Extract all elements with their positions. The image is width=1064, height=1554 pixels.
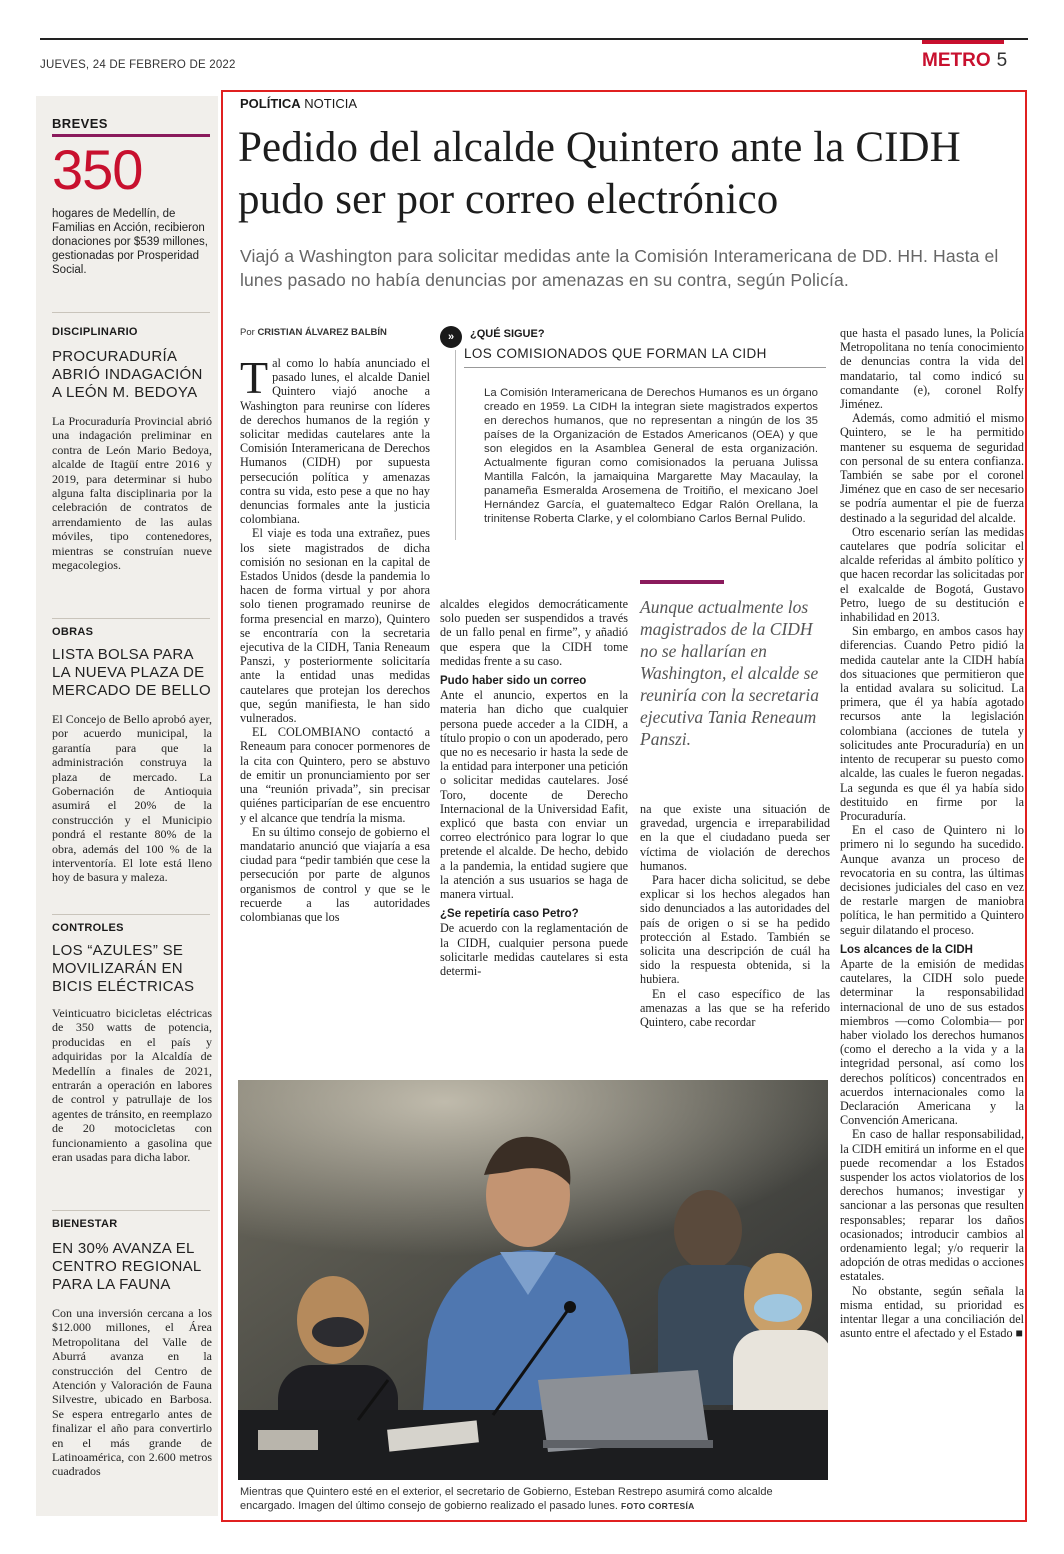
paragraph: alcaldes elegidos democráticamente solo pueden ser suspendidos a través de un fallo penal en firme”, y añadió que espera que la CIDH tome medidas frente a su caso. bbox=[440, 597, 628, 668]
photo-illustration bbox=[238, 1080, 828, 1480]
paragraph: Para hacer dicha solicitud, se debe explicar si los hechos alegados han sido denunciados a las autoridades del país de origen o si se ha pedido protección al Estado. También se solicita una descripción de cuál ha sido la respuesta obtenida, si la hubiera. bbox=[640, 873, 830, 987]
brief-kicker: CONTROLES bbox=[52, 922, 124, 934]
breves-rule bbox=[52, 134, 210, 137]
paragraph: que hasta el pasado lunes, la Policía Metropolitana no tenía conocimiento de denuncias contra la vida del mandatario, tal como indicó su comandante (e), coronel Rolfy Jiménez. bbox=[840, 326, 1024, 412]
paragraph: Sin embargo, en ambos casos hay diferencias. Cuando Petro pidió la medida cautelar ante la CIDH había dos situaciones que permitieron que la entidad avalara su solicitud. La primera, que él ya había agotado recursos ante la legislación colombiana (acciones de tutela y solicitudes ante Procuraduría) en un intento de recuperar su puesto como alcalde, las cuales le fueron negadas. La segunda es que él ya había sido destituido en firme por la Procuraduría. bbox=[840, 624, 1024, 823]
byline bbox=[240, 327, 387, 338]
section-name: METRO bbox=[922, 50, 991, 71]
brief-body: La Procuraduría Provincial abrió una indagación preliminar en contra de León Mario Bedoya, alcalde de Itagüí entre 2016 y 2019, para determinar si hubo alguna falta disciplinaria por la celebración de contratos de arrendamiento de las aulas móviles, tipo contenedores, mientras se construían nueve megacolegios. bbox=[52, 414, 212, 573]
paragraph: En caso de hallar responsabilidad, la CIDH emitirá un informe en el que puede recomendar a los Estados suspender los actos violatorios de los derechos humanos; investigar y sancionar a las personas que resulten responsables; reparar los daños ocasionados; introducir cambios al ordenamiento legal; y/o requerir la adopción de otras medidas o acciones estatales. bbox=[840, 1127, 1024, 1284]
paragraph: Además, como admitió el mismo Quintero, se le ha permitido mantener su esquema de seguridad con personal de su entera confianza. También se sabe por el coronel Jiménez que en caso de ser necesario se podría aumentar el pie de fuerza destinado a la seguridad del alcalde. bbox=[840, 411, 1024, 525]
sidebar-divider bbox=[52, 312, 210, 313]
que-sigue-title: LOS COMISIONADOS QUE FORMAN LA CIDH bbox=[464, 346, 767, 361]
drop-cap: T bbox=[240, 352, 269, 403]
article-column-2 bbox=[440, 597, 628, 1057]
kicker-type: NOTICIA bbox=[304, 96, 358, 111]
highlight-caption: hogares de Medellín, de Familias en Acción, recibieron donaciones por $539 millones, gestionadas por Prosperidad Social. bbox=[52, 208, 208, 276]
paragraph: En el caso de Quintero ni lo primero ni lo segundo ha sucedido. Aunque avanza un proceso de revocatoria en su contra, las últimas decisiones judiciales del caso en vez de restarle margen de maniobra política, le han permitido a Quintero seguir dilatando el proceso. bbox=[840, 823, 1024, 937]
paragraph: Tal como lo había anunciado el pasado lunes, el alcalde Daniel Quintero viajó anoche a Washington para reunirse con líderes de derechos humanos de la región y solicitar medidas cautelares ante la Comisión Interamericana de Derechos Humanos (CIDH) por supuesta persecución política y amenazas contra su vida, esto pese a que no hay denuncias formales ante la justicia colombiana. bbox=[240, 352, 430, 527]
brief-headline: LOS “AZULES” SE MOVILIZARÁN EN BICIS ELÉCTRICAS bbox=[52, 942, 195, 995]
page-number: 5 bbox=[996, 50, 1008, 71]
caption-text: Mientras que Quintero esté en el exterior, el secretario de Gobierno, Esteban Restrepo asumirá como alcalde encargado. Imagen del último consejo de gobierno realizado el pasado lunes. bbox=[240, 1486, 773, 1512]
paragraph: Ante el anuncio, expertos en la materia han dicho que cualquier persona puede acceder a la CIDH, a título propio o con un apoderado, pero que no es necesario ir hasta la sede de la entidad para interponer una petición o solicitar medidas cautelares. José Toro, docente de Derecho Internacional de la Universidad Eafit, explicó que basta con enviar un correo electrónico para lograr lo que pretende el alcalde. De hecho, debido a la pandemia, la entidad sugiere que la atención a sus usuarios se haga de manera virtual. bbox=[440, 688, 628, 902]
brief-kicker: BIENESTAR bbox=[52, 1218, 118, 1230]
article-kicker bbox=[240, 96, 357, 111]
byline-author: CRISTIAN ÁLVAREZ BALBÍN bbox=[257, 327, 387, 338]
issue-date: JUEVES, 24 DE FEBRERO DE 2022 bbox=[40, 59, 236, 71]
brief-kicker: DISCIPLINARIO bbox=[52, 326, 138, 338]
photo-caption bbox=[240, 1485, 830, 1513]
sidebar-divider bbox=[52, 1210, 210, 1211]
photo-credit: FOTO CORTESÍA bbox=[620, 1501, 695, 1511]
section-label bbox=[922, 50, 1007, 72]
article-column-3 bbox=[640, 802, 830, 1062]
que-sigue-body: La Comisión Interamericana de Derechos Humanos es un órgano creado en 1959. La CIDH la integran siete magistrados expertos en derechos humanos, que no representan a ningún de los 35 países de la Organización de Estados Americanos (OEA) y que son elegidos en la Asamblea General de esta organización. Actualmente figuran como comisionados la peruana Julissa Mantilla Falcón, la jamaiquina Margarette May Macaulay, la panameña Esmeralda Arosemena de Troitiño, el mexicano Joel Hernández García, el guatemalteco Edgar Ralón Orellana, la trinitense Roberta Clarke, y el colombiano Carlos Bernal Pulido. bbox=[484, 387, 818, 525]
sidebar-divider bbox=[52, 914, 210, 915]
brief-headline: LISTA BOLSA PARA LA NUEVA PLAZA DE MERCADO DE BELLO bbox=[52, 646, 212, 699]
subheading: Los alcances de la CIDH bbox=[840, 943, 973, 956]
pull-quote: Aunque actualmente los magistrados de la CIDH no se hallarían en Washington, el alcalde se reuniría con la secretaria ejecutiva Tania Reneaum Panszi. bbox=[640, 597, 820, 749]
brief-kicker: OBRAS bbox=[52, 626, 94, 638]
top-rule bbox=[40, 38, 1028, 40]
sidebar-divider bbox=[52, 618, 210, 619]
article-column-4 bbox=[840, 326, 1024, 1518]
article-headline: Pedido del alcalde Quintero ante la CIDH pudo ser por correo electrónico bbox=[238, 124, 961, 223]
que-sigue-vertical-rule bbox=[455, 350, 456, 540]
brief-body: Veinticuatro bicicletas eléctricas de 350 watts de potencia, producidas en el país y adquiridas por la Alcaldía de Medellín a finales de 2021, entrarán a operación en labores de control y patrullaje de los agentes de tránsito, en reemplazo de 20 motocicletas con funcionamiento a gasolina que eran usadas para dicha labor. bbox=[52, 1006, 212, 1165]
brief-headline: PROCURADURÍA ABRIÓ INDAGACIÓN A LEÓN M. BEDOYA bbox=[52, 348, 203, 401]
subheading: Pudo haber sido un correo bbox=[440, 675, 587, 688]
paragraph: El viaje es toda una extrañez, pues los siete magistrados de dicha comisión no sesionan en la capital de Estados Unidos (desde la pandemia lo hacen de forma virtual y por ahora solo tienen programado reunirse de forma presencial en marzo), Quintero se encontraría con la secretaria ejecutiva de la CIDH, Tania Reneaum Panszi, y posteriormente solicitaría ante la entidad unas medidas cautelares que protejan los derechos que, según manifiesta, le han sido vulnerados. bbox=[240, 526, 430, 726]
que-sigue-label: ¿QUÉ SIGUE? bbox=[470, 328, 545, 340]
paragraph: Aparte de la emisión de medidas cautelares, la CIDH solo puede determinar la responsabilidad internacional de uno de sus estados miembros —como Colombia— por haber violado los derechos humanos (como el derecho a la vida y a la integridad personal, así como los derechos políticos) concentrados en acuerdos internacionales como la Declaración Americana y la Convención Americana. bbox=[840, 956, 1024, 1128]
brief-body: El Concejo de Bello aprobó ayer, por acuerdo municipal, la garantía para que la administración construya la plaza de mercado. La Gobernación de Antioquia asumirá el 20% de la construcción y el Municipio pondrá el restante 80% de la obra, además del 100 % de la interventoría. El lote está lleno hoy de basura y maleza. bbox=[52, 712, 212, 885]
paragraph: No obstante, según señala la misma entidad, su prioridad es intentar llegar a una conciliación del asunto entre el afectado y el Estado ■ bbox=[840, 1283, 1024, 1341]
news-photo bbox=[238, 1080, 828, 1480]
kicker-section: POLÍTICA bbox=[240, 96, 301, 111]
paragraph: De acuerdo con la reglamentación de la CIDH, cualquier persona puede solicitarle medidas cautelares si esta determi- bbox=[440, 921, 628, 979]
byline-prefix: Por bbox=[240, 327, 255, 338]
brief-headline: EN 30% AVANZA EL CENTRO REGIONAL PARA LA FAUNA bbox=[52, 1240, 201, 1293]
paragraph: na que existe una situación de gravedad, urgencia e irreparabilidad en la que el ciudadano pueda ser víctima de violación de derechos humanos. bbox=[640, 802, 830, 873]
paragraph: En su último consejo de gobierno el mandatario anunció que viajaría a esa ciudad para “pedir también que cese la persecución por parte de algunos organismos de control y que se le recuerde a las autoridades colombianas que los bbox=[240, 824, 430, 924]
chevrons-right-icon: » bbox=[440, 326, 462, 348]
section-accent-rule bbox=[922, 40, 1004, 44]
subheading: ¿Se repetiría caso Petro? bbox=[440, 908, 579, 921]
article-column-1 bbox=[240, 352, 430, 1056]
paragraph: En el caso específico de las amenazas a las que se ha referido Quintero, cabe recordar bbox=[640, 986, 830, 1030]
article-subhead: Viajó a Washington para solicitar medidas ante la Comisión Interamericana de DD. HH. Hasta el lunes pasado no había denuncias por amenazas en su contra, según Policía. bbox=[240, 246, 999, 290]
pull-quote-rule bbox=[640, 580, 724, 584]
que-sigue-rule bbox=[464, 367, 826, 368]
breves-label: BREVES bbox=[52, 116, 108, 131]
paragraph: EL COLOMBIANO contactó a Reneaum para conocer pormenores de la cita con Quintero, pero se abstuvo de emitir un pronunciamiento por ser una “reunión privada”, sin precisar quiénes participarían de ese encuentro y el alcance que tendría la misma. bbox=[240, 725, 430, 825]
brief-body: Con una inversión cercana a los $12.000 millones, el Área Metropolitana del Valle de Aburrá avanza en la construcción del Centro de Atención y Valoración de Fauna Silvestre, ubicado en Barbosa. Se espera entregarlo antes de finalizar el año para convertirlo en el más grande de Latinoamérica, con 2.600 metros cuadrados bbox=[52, 1306, 212, 1479]
highlight-number: 350 bbox=[52, 138, 143, 201]
paragraph: Otro escenario serían las medidas cautelares que podría solicitar el alcalde referidas al ámbito político y que hacen recordar las solicitadas por el exalcalde de Bogotá, Gustavo Petro, luego de su destitución e inhabilidad en 2013. bbox=[840, 524, 1024, 625]
